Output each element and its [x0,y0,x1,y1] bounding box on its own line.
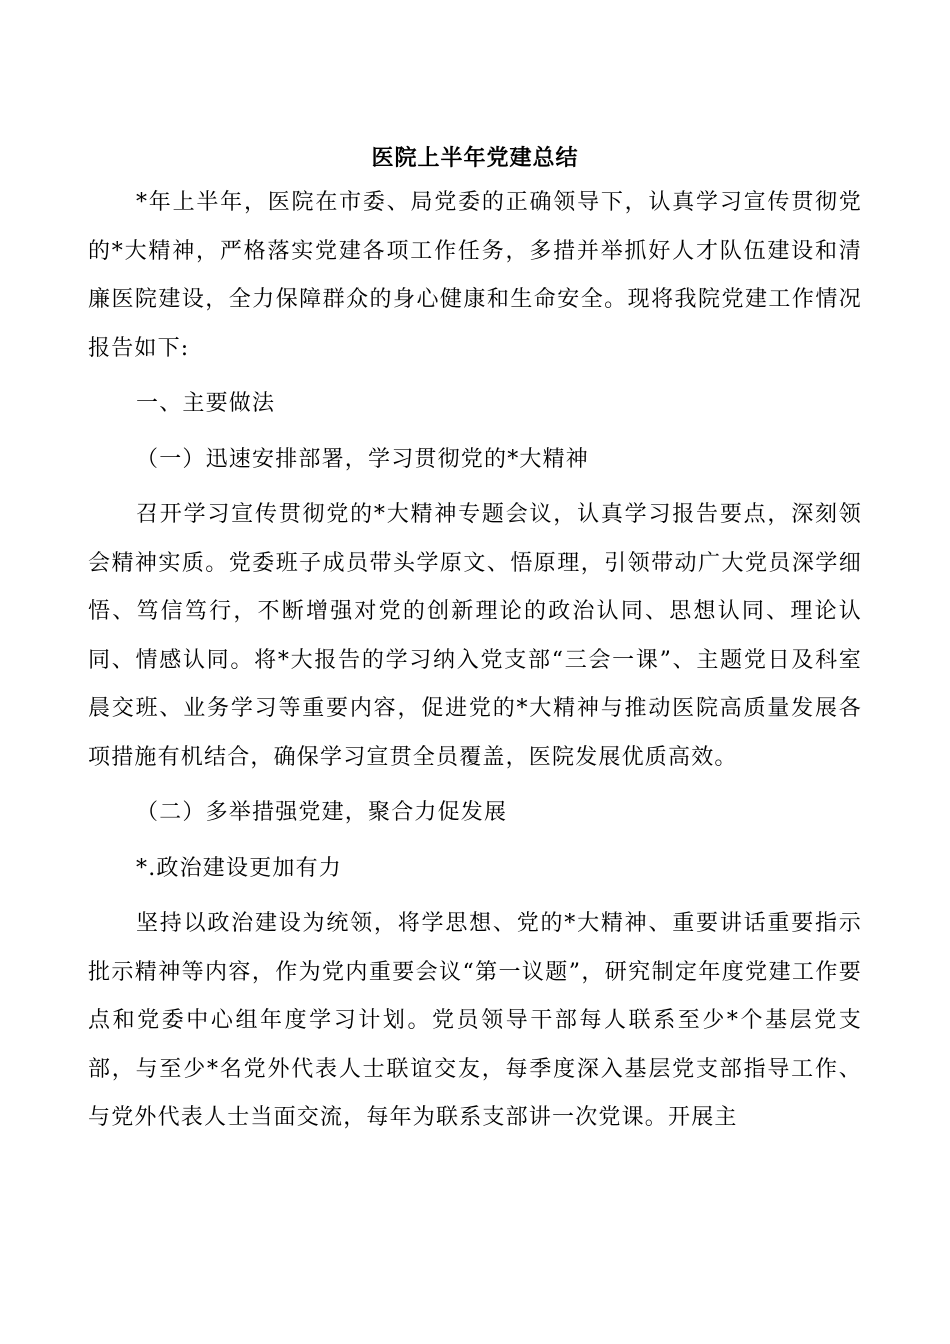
intro-paragraph: *年上半年，医院在市委、局党委的正确领导下，认真学习宣传贯彻党的*大精神，严格落实党建各项工作任务，多措并举抓好人才队伍建设和清廉医院建设，全力保障群众的身心健康和生命安全。现将我院党建工作情况报告如下: [88,190,862,361]
section-heading-main-practices: 一、主要做法 [136,391,276,416]
document-title: 医院上半年党建总结 [371,145,579,171]
subsection-heading-2: （二）多举措强党建，聚合力促发展 [136,800,508,825]
item-1-paragraph: 坚持以政治建设为统领，将学思想、党的*大精神、重要讲话重要指示批示精神等内容，作为党内重要会议“第一议题”，研究制定年度党建工作要点和党委中心组年度学习计划。党员领导干部每人联系至少*个基层党支部，与至少*名党外代表人士联谊交友，每季度深入基层党支部指导工作、与党外代表人士当面交流，每年为联系支部讲一次党课。开展主 [88,911,862,1130]
subsection-1-paragraph: 召开学习宣传贯彻党的*大精神专题会议，认真学习报告要点，深刻领会精神实质。党委班子成员带头学原文、悟原理，引领带动广大党员深学细悟、笃信笃行，不断增强对党的创新理论的政治认同、思想认同、理论认同、情感认同。将*大报告的学习纳入党支部“三会一课”、主题党日及科室晨交班、业务学习等重要内容，促进党的*大精神与推动医院高质量发展各项措施有机结合，确保学习宣贯全员覆盖，医院发展优质高效。 [88,502,862,770]
item-heading-political-construction: *.政治建设更加有力 [136,855,342,881]
subsection-heading-1: （一）迅速安排部署，学习贯彻党的*大精神 [136,446,590,472]
document-page [88,140,862,1143]
